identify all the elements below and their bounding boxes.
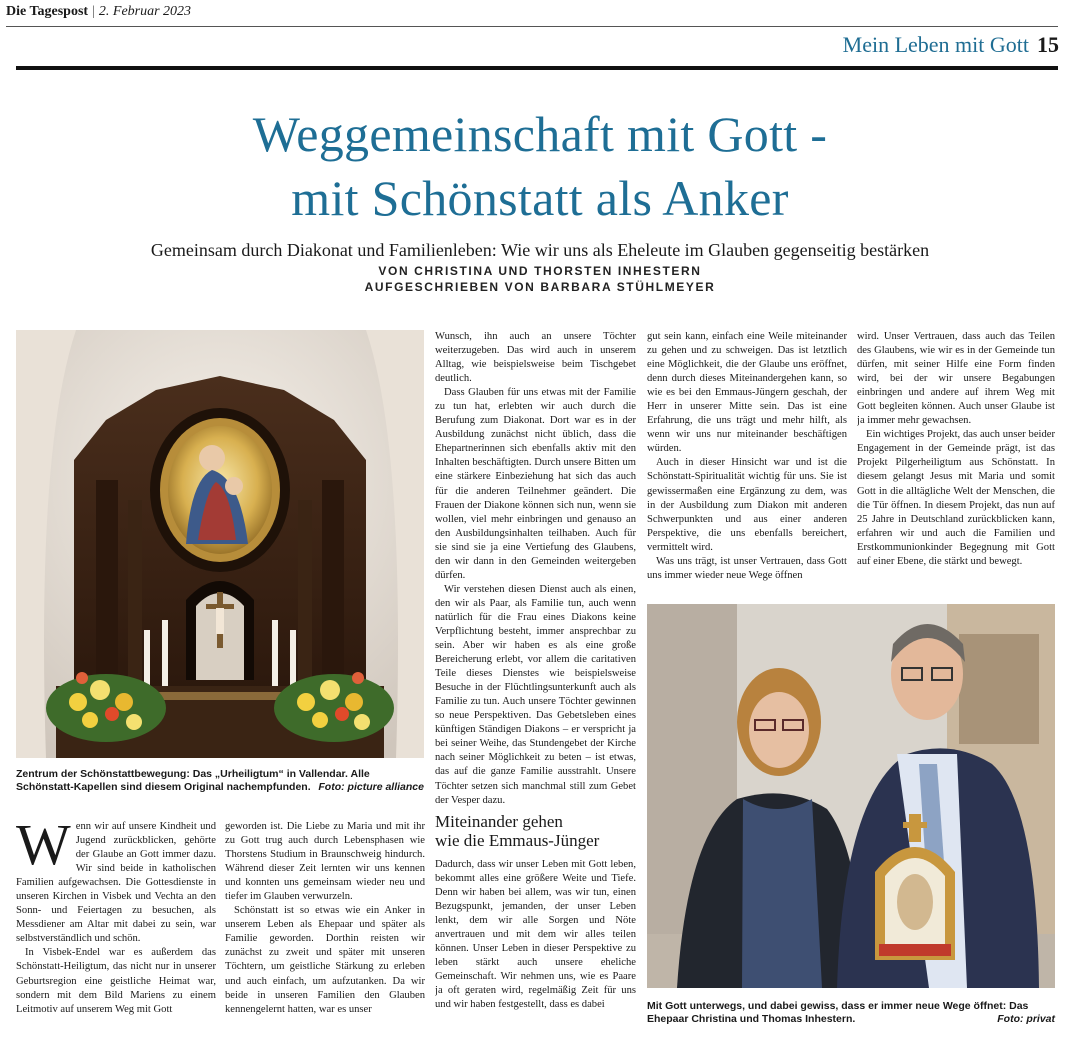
paragraph: In Visbek-Endel war es außerdem das Schönstatt-Heiligtum, das nicht nur in unserer Geburtsregion eine geistliche Heimat war, sondern mit dem Bild Mariens zu einem Leitmotiv auf unserem Weg mit Gott — [16, 947, 216, 1015]
paragraph: Schönstatt ist so etwas wie ein Anker in unserem Leben als Ehepaar und später als Familie geworden. Dorthin reisten wir zunächst zu zweit und später mit unseren Töchtern, um geistliche Stärkung zu erleben und auch einfach, um aufzutanken. Da wir beide in unseren Familien den Glauben kennengelernt hatten, war es unser — [225, 905, 425, 1015]
article-column-3 — [435, 330, 636, 1036]
photo-caption-altar — [16, 768, 424, 794]
subheading-line-2: wie die Emmaus-Jünger — [435, 830, 600, 850]
article-column-1 — [16, 820, 216, 1034]
byline-recorder: AUFGESCHRIEBEN VON BARBARA STÜHLMEYER — [364, 280, 716, 294]
altar-photo — [16, 330, 424, 758]
photo-credit: Foto: picture alliance — [318, 781, 424, 793]
photo-credit: Foto: privat — [997, 1013, 1055, 1025]
subheadline: Gemeinsam durch Diakonat und Familienleben: Wie wir uns als Eheleute im Glauben gegenseitig bestärken — [150, 240, 930, 260]
masthead — [6, 4, 191, 20]
newspaper-name: Die Tagespost — [6, 4, 89, 19]
section-name: Mein Leben mit Gott — [842, 32, 1029, 57]
paragraph: Was uns trägt, ist unser Vertrauen, dass Gott uns immer wieder neue Wege öffnen — [647, 555, 847, 581]
section-header — [843, 32, 1059, 58]
masthead-rule — [6, 26, 1058, 27]
caption-text: Zentrum der Schönstattbewegung: Das „Urheiligtum“ in Vallendar. Alle Schönstatt-Kapellen sind diesem Original nachempfunden. — [16, 768, 370, 793]
issue-date: 2. Februar 2023 — [98, 4, 192, 19]
paragraph: gut sein kann, einfach eine Weile miteinander zu gehen und zu schweigen. Das ist letztlich eine Möglichkeit, die der Glaube uns eröffnet, denn durch dieses Miteinandergehen kann, so wie es bei den Emmaus-Jüngern geschah, der Herr in unserer Mitte sein. Das ist eine Erfahrung, die uns trägt und mehr hilft, als wenn wir uns nur miteinander beschäftigen würden. — [647, 331, 847, 455]
page-number: 15 — [1037, 32, 1059, 57]
headline-line-1: Weggemeinschaft mit Gott - — [252, 106, 828, 162]
drop-cap: W — [16, 820, 71, 877]
section-subheading — [435, 812, 636, 850]
paragraph: Wunsch, ihn auch an unsere Töchter weiterzugeben. Das wird auch in unserem Alltag, wie beispielsweise beim Tischgebet deutlich. — [435, 331, 636, 385]
headline — [60, 102, 1020, 230]
paragraph: Wenn wir auf unsere Kindheit und Jugend zurückblicken, gehörte der Glaube an Gott immer dazu. Wir sind beide in katholischen Familien aufgewachsen. Die Gottesdienste in unseren Kirchen in Visbek und Vechta an den Sonn- und Feiertagen zu besuchen, als Messdiener am Altar mit dabei zu sein, war selbstverständlich und schön. — [16, 820, 216, 945]
paragraph: geworden ist. Die Liebe zu Maria und mit ihr zu Gott trug auch durch Lebensphasen wie Thorstens Studium in Braunschweig hindurch. Während dieser Zeit lernten wir uns kennen und konnten uns gemeinsam wieder neu und tiefer im Glauben verwurzeln. — [225, 821, 425, 903]
couple-illustration — [647, 604, 1055, 988]
paragraph: wird. Unser Vertrauen, dass auch das Teilen des Glaubens, wie wir es in der Gemeinde tun dürfen, mit seiner Hilfe eine Form finden wird, bei der wir unsere Begabungen einbringen und andere auf ihrem Weg mit Gott begleiten können. Auch unser Glaube ist ja immer mehr gewachsen. — [857, 331, 1055, 427]
article-column-2 — [225, 820, 425, 1034]
masthead-separator: | — [92, 4, 95, 19]
paragraph: Auch in dieser Hinsicht war und ist die Schönstatt-Spiritualität wichtig für uns. Sie ist gewissermaßen eine Ergänzung zu dem, was in der Ausbildung zum Diakon mit anderen Schwerpunkten und aus einer anderen Perspektive, die uns ebenfalls bereichert, vermittelt wird. — [647, 457, 847, 553]
subheading-line-1: Miteinander gehen — [435, 811, 563, 831]
headline-line-2: mit Schönstatt als Anker — [291, 170, 789, 226]
article-column-5 — [857, 330, 1055, 592]
paragraph: Dadurch, dass wir unser Leben mit Gott leben, bekommt alles eine größere Weite und Tiefe. Denn wir haben bei allem, was wir tun, einen Bezugspunkt, jemanden, der unser Leben lenkt, dem wir alle Sorgen und Nöte anvertrauen und mit dem wir alles teilen können. Unser Leben in dieser Perspektive zu leben stärkt auch unsere eheliche Gemeinschaft. Wir nehmen uns, wie es Paare ja oft geraten wird, regelmäßig Zeit für uns und wir haben festgestellt, dass es dabei — [435, 858, 636, 1011]
article-column-4 — [647, 330, 847, 592]
couple-photo — [647, 604, 1055, 988]
byline-authors: VON CHRISTINA UND THORSTEN INHESTERN — [378, 264, 702, 278]
caption-text: Mit Gott unterwegs, und dabei gewiss, dass er immer neue Wege öffnet: Das Ehepaar Christina und Thomas Inhestern. — [647, 1000, 1029, 1025]
section-rule — [16, 66, 1058, 70]
paragraph: Dass Glauben für uns etwas mit der Familie zu tun hat, erlebten wir auch durch die Berufung zum Diakonat. Dort war es in der Ausbildung zunächst nicht üblich, dass die Ehepartnerinnen sich ebenfalls aktiv mit den Inhalten beschäftigten. Durch unsere Bitten um eine stärkere Einbeziehung hat sich das auch für die anderen Teilnehmer geändert. Die Frauen der Diakone können sich nun, wenn sie wollen, viel mehr einbringen und genauso an den Ausbildungsinhalten teilhaben. Auch für sie sind sie ja eine Vertiefung des Glaubens, den wir dann in den Gemeinden weitergeben dürfen. — [435, 387, 636, 581]
altar-illustration — [16, 330, 424, 758]
photo-caption-couple — [647, 1000, 1055, 1026]
paragraph: Wir verstehen diesen Dienst auch als einen, den wir als Paar, als Familie tun, auch wenn natürlich für die Frau eines Diakons keine Verpflichtung besteht, immer ansprechbar zu sein. Aber wir haben es als eine große Bereicherung erlebt, vor allem die caritativen Teile dieses Dienstes wie beispielsweise Besuche in der Flüchtlingsunterkunft auch als Familie zu tun. Auch unsere Töchter gewinnen so neue Perspektiven. Das Gebetsleben eines künftigen Ständigen Diakons – er verspricht ja bei seiner Weihe, das Stundengebet der Kirche nach seiner Möglichkeit zu beten – ist etwas, das auf die ganze Familie ausstrahlt. Unsere Töchter setzen sich manchmal still zum Gebet der Vesper dazu. — [435, 583, 636, 806]
paragraph: Ein wichtiges Projekt, das auch unser beider Engagement in der Gemeinde prägt, ist das Projekt Pilgerheiligtum aus Schönstatt. In diesem gelangt Jesus mit Maria und somit Gott in die alltägliche Welt der Menschen, die die Tür öffnen. In diesem Projekt, das nun auf 25 Jahre in Deutschland zurückblicken kann, erfahren wir und auch die Familien und Erstkommunionkinder Begegnung mit Gott auf einer Ebene, die stärkt und bewegt. — [857, 429, 1055, 567]
